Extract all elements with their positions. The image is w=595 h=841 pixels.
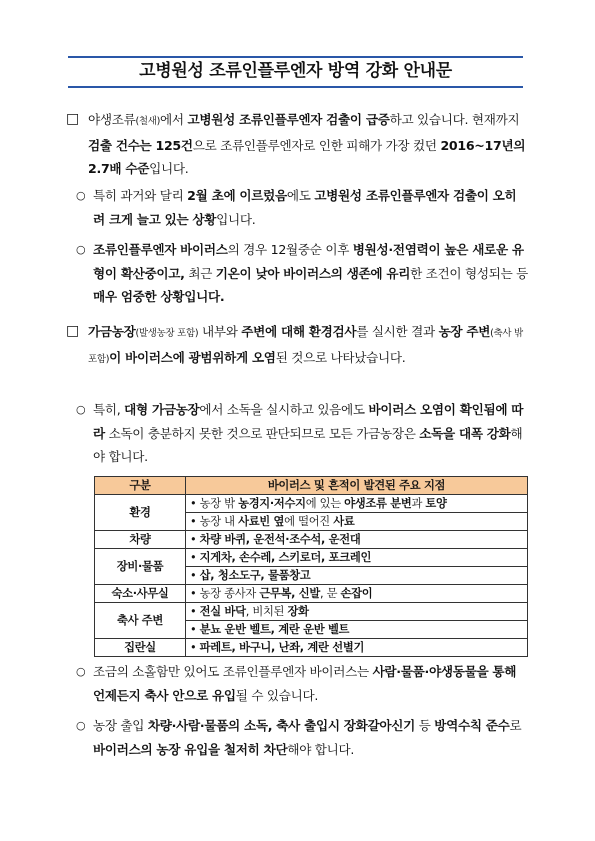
circle-bullet-icon: ○ — [76, 403, 86, 416]
paragraph-quarantine-rules: 농장 출입 차량·사람·물품의 소독, 축사 출입시 장화갈아신기 등 방역수칙 준수로 바이러스의 농장 유입을 철저히 차단해야 합니다. — [93, 718, 522, 757]
table-row — [95, 585, 528, 603]
table-location-cell: • 농장 내 사료빈 옆에 떨어진 사료 — [186, 513, 528, 531]
table-location-cell: • 파레트, 바구니, 난좌, 계란 선별기 — [186, 639, 528, 657]
table-row — [95, 603, 528, 621]
title-banner — [68, 56, 523, 88]
paragraph-increasing-detection: 특히 과거와 달리 2월 초에 이르렀음에도 고병원성 조류인플루엔자 검출이 오히려 크게 늘고 있는 상황입니다. — [93, 188, 517, 227]
table-row — [95, 639, 528, 657]
table-header-category: 구분 — [95, 477, 186, 495]
circle-bullet-icon: ○ — [76, 665, 86, 678]
table-row — [95, 549, 528, 567]
table-location-cell: • 삽, 청소도구, 물품창고 — [186, 567, 528, 585]
virus-location-table — [94, 476, 528, 657]
paragraph-disinfection-strengthen: 특히, 대형 가금농장에서 소독을 실시하고 있음에도 바이러스 오염이 확인됨에 따라 소독이 충분하지 못한 것으로 판단되므로 모든 가금농장은 소독을 대폭 강화해야 합니다. — [93, 402, 524, 464]
table-location-cell: • 농장 밖 농경지·저수지에 있는 야생조류 분변과 토양 — [186, 495, 528, 513]
table-category-cell: 집란실 — [95, 639, 186, 657]
square-bullet-icon: □ — [66, 323, 80, 339]
paragraph-environment-test: 가금농장(발생농장 포함) 내부와 주변에 대해 환경검사를 실시한 결과 농장 주변(축사 밖 포함)이 바이러스에 광범위하게 오염된 것으로 나타났습니다. — [88, 324, 523, 365]
table-location-cell: • 전실 바닥, 비치된 장화 — [186, 603, 528, 621]
table-location-cell: • 분뇨 운반 벨트, 계란 운반 벨트 — [186, 621, 528, 639]
table-row — [95, 531, 528, 549]
table-category-cell: 환경 — [95, 495, 186, 531]
table-location-cell: • 차량 바퀴, 운전석·조수석, 운전대 — [186, 531, 528, 549]
paragraph-virus-inflow: 조금의 소홀함만 있어도 조류인플루엔자 바이러스는 사람·물품·야생동물을 통해 언제든지 축사 안으로 유입될 수 있습니다. — [93, 664, 517, 703]
table-header-locations: 바이러스 및 흔적이 발견된 주요 지점 — [186, 477, 528, 495]
circle-bullet-icon: ○ — [76, 189, 86, 202]
table-category-cell: 숙소·사무실 — [95, 585, 186, 603]
circle-bullet-icon: ○ — [76, 719, 86, 732]
circle-bullet-icon: ○ — [76, 243, 86, 256]
table-category-cell: 장비·물품 — [95, 549, 186, 585]
table-row — [95, 495, 528, 513]
document-title: 고병원성 조류인플루엔자 방역 강화 안내문 — [139, 61, 452, 81]
table-location-cell: • 농장 종사자 근무복, 신발, 문 손잡이 — [186, 585, 528, 603]
table-header-row — [95, 477, 528, 495]
paragraph-wild-bird-detection: 야생조류(철새)에서 고병원성 조류인플루엔자 검출이 급증하고 있습니다. 현재까지 검출 건수는 125건으로 조류인플루엔자로 인한 피해가 가장 컸던 2016~17년의 2.7배 수준입니다. — [88, 112, 526, 176]
paragraph-virus-status: 조류인플루엔자 바이러스의 경우 12월중순 이후 병원성·전염력이 높은 새로운 유형이 확산중이고, 최근 기온이 낮아 바이러스의 생존에 유리한 조건이 형성되는 등 매우 엄중한 상황입니다. — [93, 242, 529, 304]
table-category-cell: 축사 주변 — [95, 603, 186, 639]
table-category-cell: 차량 — [95, 531, 186, 549]
table-location-cell: • 지게차, 손수레, 스키로더, 포크레인 — [186, 549, 528, 567]
square-bullet-icon: □ — [66, 111, 80, 127]
